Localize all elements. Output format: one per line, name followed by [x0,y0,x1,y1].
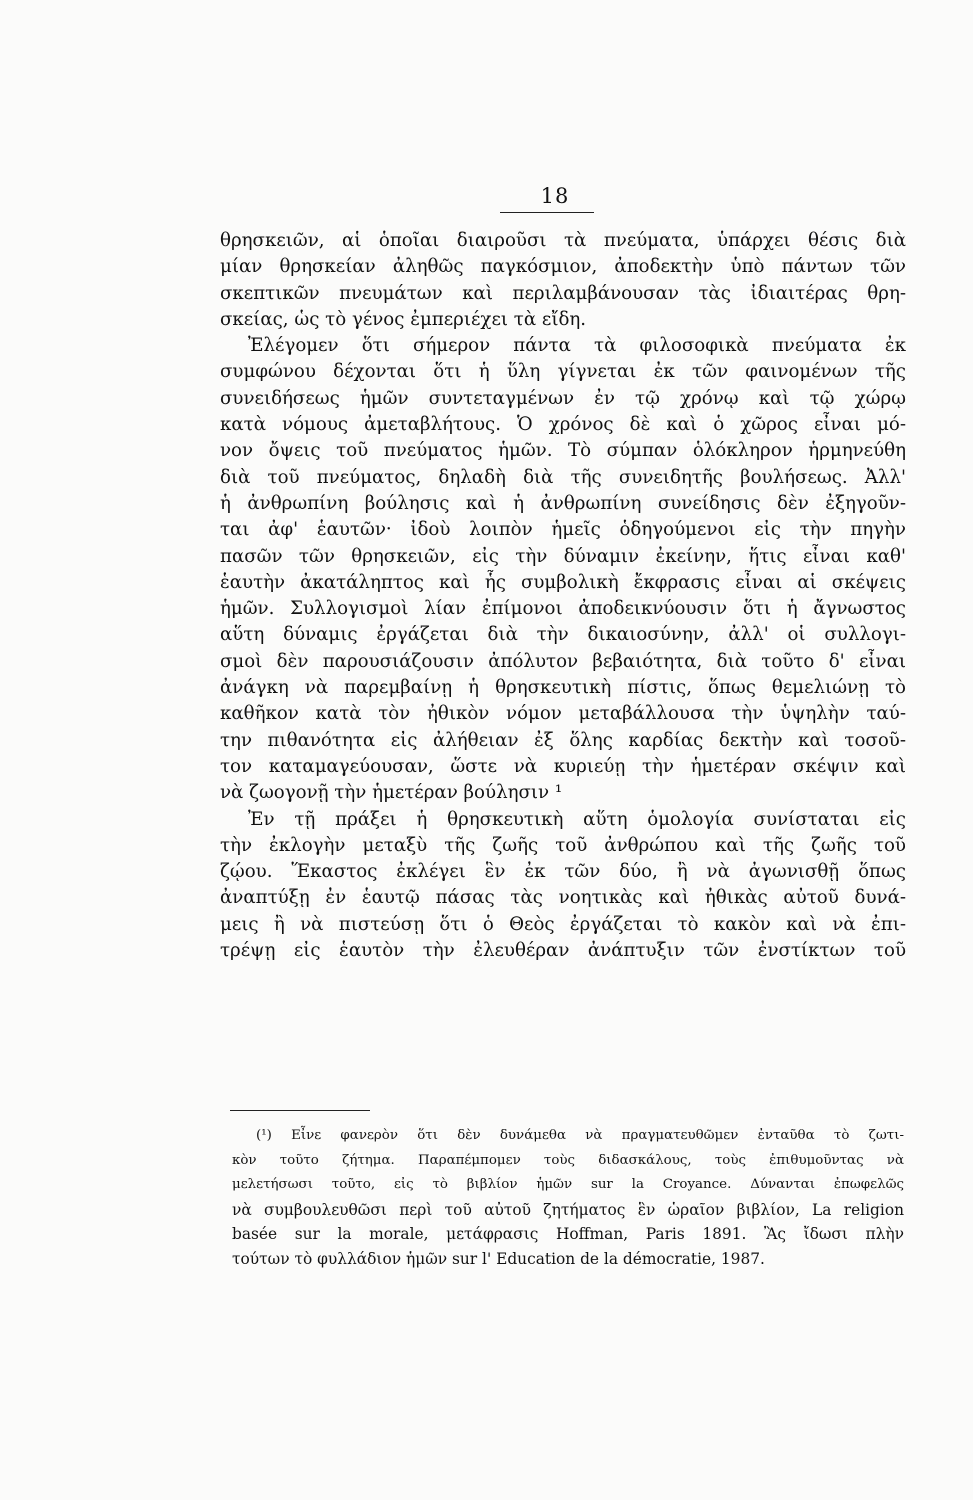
text-line: συμφώνου δέχονται ὅτι ἡ ὕλη γίγνεται ἐκ τῶν φαινομένων τῆς [220,361,906,383]
text-line: τὴν ἐκλογὴν μεταξὺ τῆς ζωῆς τοῦ ἀνθρώπου καὶ τῆς ζωῆς τοῦ [220,834,906,856]
text-line: διὰ τοῦ πνεύματος, δηλαδὴ διὰ τῆς συνειδητῆς βουλήσεως. Ἀλλ' [220,466,906,488]
footnote-line: τούτων τὸ φυλλάδιον ἡμῶν sur l' Education de la démocratie, 1987. [232,1249,765,1268]
footnote-line: νὰ συμβουλευθῶσι περὶ τοῦ αὐτοῦ ζητήματος ἓν ὡραῖον βιβλίον, La religion [232,1200,904,1219]
text-line: την πιθανότητα εἰς ἀλήθειαν ἐξ ὅλης καρδίας δεκτὴν καὶ τοσοῦ- [220,729,906,751]
text-line: μίαν θρησκείαν ἀληθῶς παγκόσμιον, ἀποδεκτὴν ὑπὸ πάντων τῶν [220,256,906,278]
footnote-line: κὸν τοῦτο ζήτημα. Παραπέμπομεν τοὺς διδασκάλους, τοὺς ἐπιθυμοῦντας νὰ [232,1152,904,1168]
text-line: ἀνάγκη νὰ παρεμβαίνῃ ἡ θρησκευτικὴ πίστις, ὅπως θεμελιώνῃ τὸ [220,677,906,699]
text-line: Ἐλέγομεν ὅτι σήμερον πάντα τὰ φιλοσοφικὰ πνεύματα ἐκ [248,335,906,357]
text-line: μεις ἢ νὰ πιστεύσῃ ὅτι ὁ Θεὸς ἐργάζεται τὸ κακὸν καὶ νὰ ἐπι- [220,913,906,935]
text-line: σκείας, ὡς τὸ γένος ἐμπεριέχει τὰ εἴδη. [220,308,587,330]
text-line: ζῴου. Ἕκαστος ἐκλέγει ἓν ἐκ τῶν δύο, ἢ νὰ ἀγωνισθῇ ὅπως [220,861,906,883]
footnote [232,1124,904,1272]
text-line: ἀναπτύξῃ ἐν ἑαυτῷ πάσας τὰς νοητικὰς καὶ ἠθικὰς αὐτοῦ δυνά- [220,887,906,909]
text-line: τρέψῃ εἰς ἑαυτὸν τὴν ἐλευθέραν ἀνάπτυξιν τῶν ἐνστίκτων τοῦ [220,940,906,962]
text-line: καθῆκον κατὰ τὸν ἠθικὸν νόμον μεταβάλλουσα τὴν ὑψηλὴν ταύ- [220,703,906,725]
text-line: συνειδήσεως ἡμῶν συντεταγμένων ἐν τῷ χρόνῳ καὶ τῷ χώρῳ [220,387,906,409]
footnote-rule [230,1110,370,1111]
text-line: σκεπτικῶν πνευμάτων καὶ περιλαμβάνουσαν τὰς ἰδιαιτέρας θρη- [220,282,906,304]
text-line: ἑαυτὴν ἀκατάληπτος καὶ ἧς συμβολικὴ ἔκφρασις εἶναι αἱ σκέψεις [220,571,906,593]
footnote-line: μελετήσωσι τοῦτο, εἰς τὸ βιβλίον ἡμῶν sur la Croyance. Δύνανται ἐπωφελῶς [232,1177,904,1193]
text-line: ἡμῶν. Συλλογισμοὶ λίαν ἐπίμονοι ἀποδεικνύουσιν ὅτι ἡ ἄγνωστος [220,598,906,620]
text-line: Ἐν τῇ πράξει ἡ θρησκευτικὴ αὕτη ὁμολογία συνίσταται εἰς [248,808,906,830]
text-line: θρησκειῶν, αἱ ὁποῖαι διαιροῦσι τὰ πνεύματα, ὑπάρχει θέσις διὰ [220,230,906,251]
main-text [220,228,906,964]
text-line: κατὰ νόμους ἀμεταβλήτους. Ὁ χρόνος δὲ καὶ ὁ χῶρος εἶναι μό- [220,414,906,436]
text-line: σμοὶ δὲν παρουσιάζουσιν ἀπόλυτον βεβαιότητα, διὰ τοῦτο δ' εἶναι [220,650,906,672]
text-line: αὕτη δύναμις ἐργάζεται διὰ τὴν δικαιοσύνην, ἀλλ' οἱ συλλογι- [220,624,906,646]
text-line: ἡ ἀνθρωπίνη βούλησις καὶ ἡ ἀνθρωπίνη συνείδησις δὲν ἐξηγοῦν- [220,492,906,514]
header-rule [500,212,594,213]
text-line: νον ὄψεις τοῦ πνεύματος ἡμῶν. Τὸ σύμπαν ὁλόκληρον ἡρμηνεύθη [220,440,906,462]
text-line: πασῶν τῶν θρησκειῶν, εἰς τὴν δύναμιν ἐκείνην, ἥτις εἶναι καθ' [220,545,906,567]
text-line: ται ἀφ' ἑαυτῶν· ἰδοὺ λοιπὸν ἡμεῖς ὁδηγούμενοι εἰς τὴν πηγὴν [220,519,906,541]
text-line: τον καταμαγεύουσαν, ὥστε νὰ κυριεύῃ τὴν ἡμετέραν σκέψιν καὶ [220,755,906,777]
text-line: νὰ ζωογονῇ τὴν ἡμετέραν βούλησιν ¹ [220,782,563,804]
footnote-line: (¹) Εἶνε φανερὸν ὅτι δὲν δυνάμεθα νὰ πραγματευθῶμεν ἐνταῦθα τὸ ζωτι- [256,1128,904,1143]
page-number: 18 [540,184,570,208]
footnote-line: basée sur la morale, μετάφρασις Hoffman, Paris 1891. Ἂς ἴδωσι πλὴν [232,1225,904,1244]
